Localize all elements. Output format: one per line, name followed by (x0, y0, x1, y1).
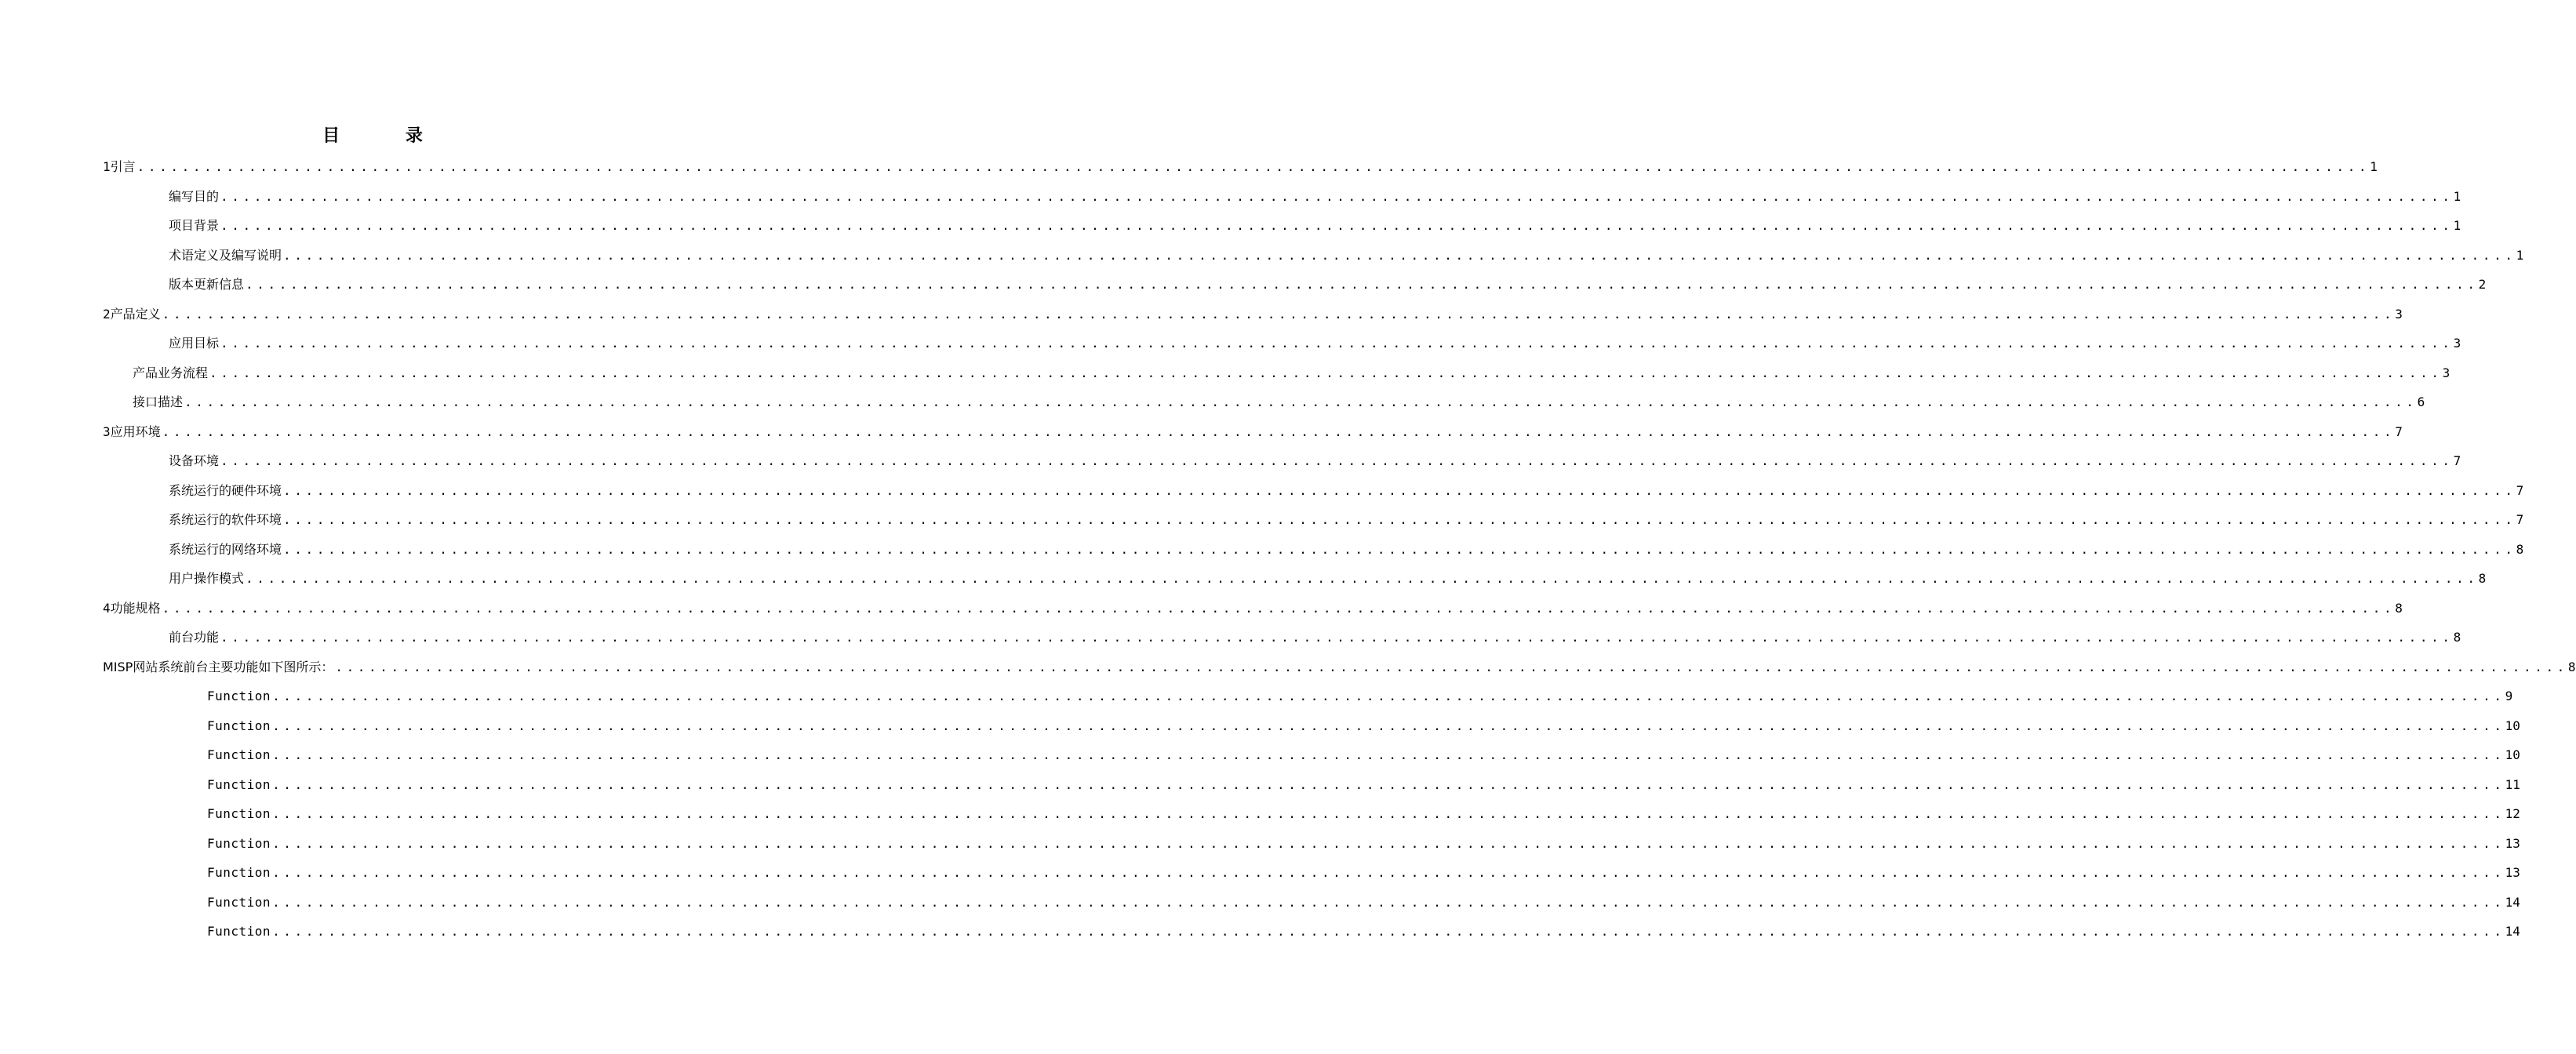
toc-entry-title: Function (207, 777, 271, 792)
toc-entry-page: 10 (2505, 747, 2520, 762)
toc-entry-page: 3 (2453, 336, 2461, 351)
toc-entry[interactable] (103, 659, 2576, 676)
toc-entry-page: 14 (2505, 924, 2520, 939)
toc-entry[interactable] (133, 365, 2450, 382)
toc-entry-page: 7 (2453, 453, 2461, 468)
toc-entry-title: 引言 (110, 159, 136, 174)
toc-entry-title: Function (207, 689, 271, 703)
toc-leader-dots: ........................................................................................................................................................................................................ (272, 777, 2505, 792)
toc-entry[interactable] (103, 423, 2403, 441)
toc-entry-page: 3 (2395, 307, 2403, 322)
toc-entry[interactable] (169, 217, 2461, 234)
toc-entry-page: 14 (2505, 895, 2520, 910)
toc-entry-title: 编写目的 (169, 189, 220, 204)
toc-entry[interactable] (207, 776, 2520, 794)
toc-entry[interactable] (207, 805, 2520, 823)
toc-entry-page: 7 (2516, 512, 2524, 527)
toc-leader-dots: ........................................................................................................................................................................................................ (335, 660, 2568, 674)
toc-entry[interactable] (169, 335, 2461, 352)
toc-entry[interactable] (169, 482, 2524, 500)
toc-entry-title: 系统运行的软件环境 (169, 512, 282, 527)
toc-entry[interactable] (169, 188, 2461, 205)
toc-leader-dots: ........................................................................................................................................................................................................ (272, 747, 2505, 762)
toc-entry[interactable] (169, 570, 2487, 587)
toc-entry-title: 接口描述 (133, 394, 184, 409)
toc-entry-page: 7 (2395, 424, 2403, 439)
toc-leader-dots: ........................................................................................................................................................................................................ (220, 218, 2454, 233)
toc-entry-page: 13 (2505, 836, 2520, 851)
toc-leader-dots: ........................................................................................................................................................................................................ (184, 394, 2418, 409)
toc-entry-title: 版本更新信息 (169, 277, 245, 292)
toc-entry[interactable] (103, 600, 2403, 617)
toc-leader-dots: ........................................................................................................................................................................................................ (283, 483, 2516, 498)
toc-entry[interactable] (207, 864, 2520, 881)
toc-leader-dots: ........................................................................................................................................................................................................ (272, 924, 2505, 939)
toc-entry-title: 功能规格 (110, 601, 161, 616)
toc-entry-title: 系统运行的网络环境 (169, 542, 282, 557)
toc-entry[interactable] (207, 747, 2520, 764)
toc-leader-dots: ........................................................................................................................................................................................................ (283, 512, 2516, 527)
toc-leader-dots: ........................................................................................................................................................................................................ (220, 189, 2454, 204)
toc-entry-title: Function (207, 806, 271, 821)
toc-entry[interactable] (207, 718, 2520, 735)
toc-entry-page: 8 (2478, 571, 2487, 586)
toc-entry-page: 3 (2442, 365, 2450, 380)
toc-entry-page: 11 (2505, 777, 2520, 792)
toc-entry-title: 系统运行的硬件环境 (169, 483, 282, 498)
toc-entry[interactable] (207, 835, 2520, 852)
toc-entry-page: 8 (2395, 601, 2403, 616)
toc-entry-page: 9 (2505, 689, 2513, 703)
toc-entry-number: 2 (103, 307, 111, 322)
toc-entry-page: 1 (2453, 189, 2461, 204)
toc-leader-dots: ........................................................................................................................................................................................................ (246, 571, 2479, 586)
toc-leader-dots: ........................................................................................................................................................................................................ (283, 248, 2516, 263)
toc-leader-dots: ........................................................................................................................................................................................................ (272, 865, 2505, 880)
toc-entry[interactable] (207, 923, 2520, 940)
toc-entry-title: 产品定义 (110, 307, 161, 322)
toc-entry-title: Function (207, 924, 271, 939)
toc-entry[interactable] (169, 247, 2524, 264)
toc-entry-page: 8 (2453, 630, 2461, 645)
toc-leader-dots: ........................................................................................................................................................................................................ (272, 689, 2505, 703)
toc-leader-dots: ........................................................................................................................................................................................................ (272, 895, 2505, 910)
toc-entry-title: 应用环境 (110, 424, 161, 439)
toc-entry-title: 设备环境 (169, 453, 220, 468)
toc-entry-number: 4 (103, 601, 111, 616)
toc-entry-title: Function (207, 718, 271, 733)
toc-entry-title: Function (207, 865, 271, 880)
toc-leader-dots: ........................................................................................................................................................................................................ (209, 365, 2443, 380)
toc-leader-dots: ........................................................................................................................................................................................................ (272, 806, 2505, 821)
toc-entry[interactable] (169, 452, 2461, 470)
toc-entry-title: 应用目标 (169, 336, 220, 351)
toc-entry-title: 前台功能 (169, 630, 220, 645)
toc-entry-page: 7 (2516, 483, 2524, 498)
toc-leader-dots: ........................................................................................................................................................................................................ (283, 542, 2516, 557)
toc-entry-page: 13 (2505, 865, 2520, 880)
toc-entry[interactable] (207, 894, 2520, 911)
toc-entry-page: 12 (2505, 806, 2520, 821)
toc-leader-dots: ........................................................................................................................................................................................................ (246, 277, 2479, 292)
toc-entry[interactable] (169, 276, 2487, 293)
toc-entry-title: 项目背景 (169, 218, 220, 233)
toc-entry-page: 8 (2516, 542, 2524, 557)
toc-leader-dots: ........................................................................................................................................................................................................ (272, 718, 2505, 733)
toc-entry-page: 8 (2567, 660, 2576, 674)
toc-entry[interactable] (207, 688, 2513, 705)
toc-entry-number: 1 (103, 159, 111, 174)
toc-entry-page: 6 (2417, 394, 2425, 409)
toc-entry-number: 3 (103, 424, 111, 439)
toc-leader-dots: ........................................................................................................................................................................................................ (220, 630, 2454, 645)
toc-entry[interactable] (103, 158, 2378, 176)
toc-entry-page: 1 (2453, 218, 2461, 233)
toc-title: 目 录 (322, 126, 453, 146)
toc-entry-title: Function (207, 836, 271, 851)
toc-leader-dots: ........................................................................................................................................................................................................ (162, 601, 2396, 616)
toc-leader-dots: ........................................................................................................................................................................................................ (220, 336, 2454, 351)
toc-entry[interactable] (169, 511, 2524, 529)
toc-entry[interactable] (169, 629, 2461, 646)
toc-leader-dots: ........................................................................................................................................................................................................ (272, 836, 2505, 851)
toc-entry-page: 1 (2370, 159, 2378, 174)
toc-entry-page: 2 (2478, 277, 2487, 292)
toc-entry-title: 用户操作模式 (169, 571, 245, 586)
toc-leader-dots: ........................................................................................................................................................................................................ (162, 424, 2396, 439)
toc-leader-dots: ........................................................................................................................................................................................................ (136, 159, 2370, 174)
toc-entry-title: 产品业务流程 (133, 365, 209, 380)
toc-entry-title: 术语定义及编写说明 (169, 248, 282, 263)
toc-entry-page: 1 (2516, 248, 2524, 263)
toc-leader-dots: ........................................................................................................................................................................................................ (220, 453, 2454, 468)
toc-entry[interactable] (103, 306, 2403, 323)
toc-entry-title: MISP网站系统前台主要功能如下图所示： (103, 660, 334, 674)
toc-entry[interactable] (169, 541, 2524, 558)
toc-leader-dots: ........................................................................................................................................................................................................ (162, 307, 2396, 322)
toc-entry-title: Function (207, 747, 271, 762)
toc-entry-title: Function (207, 895, 271, 910)
toc-entry[interactable] (133, 394, 2425, 411)
toc-entry-page: 10 (2505, 718, 2520, 733)
